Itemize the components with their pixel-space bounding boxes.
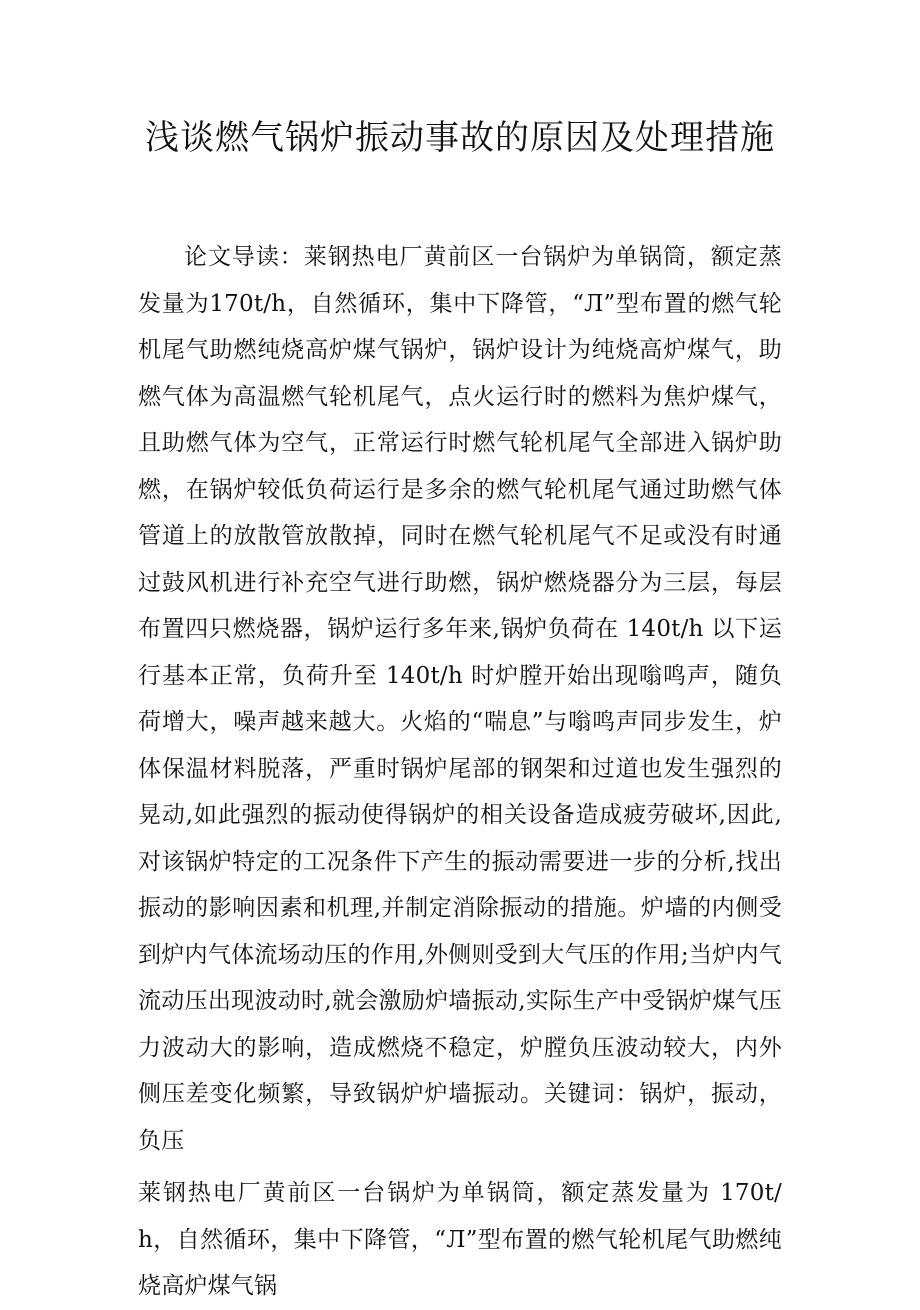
document-title: 浅谈燃气锅炉振动事故的原因及处理措施 bbox=[145, 118, 775, 158]
abstract-paragraph: 论文导读：莱钢热电厂黄前区一台锅炉为单锅筒，额定蒸发量为170t/h，自然循环，集中下降管，“Л”型布置的燃气轮机尾气助燃纯烧高炉煤气锅炉，锅炉设计为纯烧高炉煤气，助燃气体为高温燃气轮机尾气，点火运行时的燃料为焦炉煤气，且助燃气体为空气，正常运行时燃气轮机尾气全部进入锅炉助燃，在锅炉较低负荷运行是多余的燃气轮机尾气通过助燃气体管道上的放散管放散掉，同时在燃气轮机尾气不足或没有时通过鼓风机进行补充空气进行助燃，锅炉燃烧器分为三层，每层布置四只燃烧器，锅炉运行多年来,锅炉负荷在 140t/h 以下运行基本正常，负荷升至 140t/h 时炉膛开始出现嗡鸣声，随负荷增大，噪声越来越大。火焰的“喘息”与嗡鸣声同步发生，炉体保温材料脱落，严重时锅炉尾部的钢架和过道也发生强烈的晃动,如此强烈的振动使得锅炉的相关设备造成疲劳破坏,因此,对该锅炉特定的工况条件下产生的振动需要进一步的分析,找出振动的影响因素和机理,并制定消除振动的措施。炉墙的内侧受到炉内气体流场动压的作用,外侧则受到大气压的作用;当炉内气流动压出现波动时,就会激励炉墙振动,实际生产中受锅炉煤气压力波动大的影响，造成燃烧不稳定，炉膛负压波动较大，内外侧压差变化频繁，导致锅炉炉墙振动。关键词：锅炉，振动，负压 bbox=[138, 244, 782, 1154]
body-paragraph: 莱钢热电厂黄前区一台锅炉为单锅筒，额定蒸发量为 170t/ h，自然循环，集中下降管，“Л”型布置的燃气轮机尾气助燃纯烧高炉煤气锅 bbox=[138, 1180, 782, 1299]
